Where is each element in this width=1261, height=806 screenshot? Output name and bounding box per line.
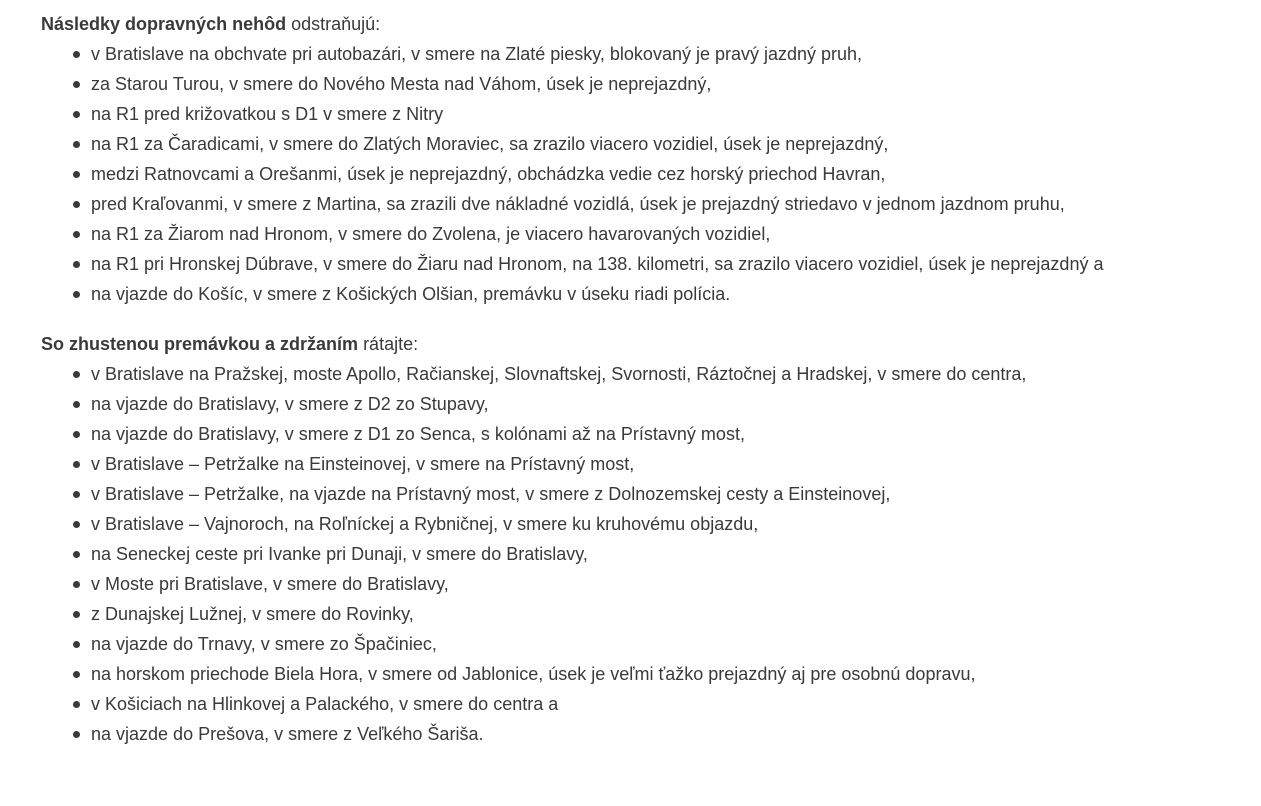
list-item-text: na Seneckej ceste pri Ivanke pri Dunaji, v smere do Bratislavy, <box>91 544 588 564</box>
list-item <box>41 359 1256 389</box>
list-item <box>41 689 1256 719</box>
congestion-heading-rest: rátajte: <box>358 334 419 354</box>
accidents-list <box>41 39 1256 309</box>
bullet-icon <box>73 261 80 268</box>
list-item-text: na R1 pred križovatkou s D1 v smere z Nitry <box>91 104 444 124</box>
bullet-icon <box>73 611 80 618</box>
list-item <box>41 659 1256 689</box>
list-item <box>41 189 1256 219</box>
list-item <box>41 39 1256 69</box>
list-item <box>41 69 1256 99</box>
list-item <box>41 539 1256 569</box>
bullet-icon <box>73 581 80 588</box>
list-item <box>41 249 1256 279</box>
list-item-text: na vjazde do Prešova, v smere z Veľkého Šariša. <box>91 724 484 744</box>
list-item-text: na vjazde do Trnavy, v smere zo Špačiniec, <box>91 634 437 654</box>
list-item-text: v Bratislave na obchvate pri autobazári, v smere na Zlaté piesky, blokovaný je pravý jazdný pruh, <box>91 44 863 64</box>
list-item <box>41 509 1256 539</box>
list-item-text: medzi Ratnovcami a Orešanmi, úsek je neprejazdný, obchádzka vedie cez horský priechod Havran, <box>91 164 886 184</box>
bullet-icon <box>73 291 80 298</box>
list-item-text: na R1 za Žiarom nad Hronom, v smere do Zvolena, je viacero havarovaných vozidiel, <box>91 224 771 244</box>
congestion-list <box>41 359 1256 749</box>
list-item-text: v Bratislave – Petržalke, na vjazde na Prístavný most, v smere z Dolnozemskej cesty a Einsteinovej, <box>91 484 891 504</box>
bullet-icon <box>73 201 80 208</box>
bullet-icon <box>73 81 80 88</box>
list-item-text: v Bratislave na Pražskej, moste Apollo, Račianskej, Slovnaftskej, Svornosti, Ráztočnej a Hradskej, v smere do centra, <box>91 364 1027 384</box>
bullet-icon <box>73 141 80 148</box>
list-item-text: v Moste pri Bratislave, v smere do Bratislavy, <box>91 574 449 594</box>
bullet-icon <box>73 521 80 528</box>
list-item-text: na R1 za Čaradicami, v smere do Zlatých Moraviec, sa zrazilo viacero vozidiel, úsek je neprejazdný, <box>91 134 889 154</box>
list-item <box>41 279 1256 309</box>
list-item-text: na horskom priechode Biela Hora, v smere od Jablonice, úsek je veľmi ťažko prejazdný aj pre osobnú dopravu, <box>91 664 976 684</box>
bullet-icon <box>73 701 80 708</box>
bullet-icon <box>73 371 80 378</box>
bullet-icon <box>73 111 80 118</box>
list-item-text: za Starou Turou, v smere do Nového Mesta nad Váhom, úsek je neprejazdný, <box>91 74 712 94</box>
accidents-heading-rest: odstraňujú: <box>286 14 381 34</box>
list-item <box>41 599 1256 629</box>
list-item <box>41 719 1256 749</box>
bullet-icon <box>73 171 80 178</box>
list-item <box>41 629 1256 659</box>
list-item-text: na vjazde do Bratislavy, v smere z D2 zo Stupavy, <box>91 394 489 414</box>
bullet-icon <box>73 401 80 408</box>
list-item-text: na R1 pri Hronskej Dúbrave, v smere do Žiaru nad Hronom, na 138. kilometri, sa zrazilo viacero vozidiel, úsek je neprejazdný a <box>91 254 1104 274</box>
list-item <box>41 479 1256 509</box>
congestion-heading-bold: So zhustenou premávkou a zdržaním <box>41 334 359 354</box>
bullet-icon <box>73 641 80 648</box>
list-item <box>41 159 1256 189</box>
accidents-heading-bold: Následky dopravných nehôd <box>41 14 287 34</box>
bullet-icon <box>73 461 80 468</box>
list-item <box>41 99 1256 129</box>
list-item <box>41 449 1256 479</box>
bullet-icon <box>73 671 80 678</box>
bullet-icon <box>73 231 80 238</box>
list-item-text: z Dunajskej Lužnej, v smere do Rovinky, <box>91 604 414 624</box>
list-item <box>41 129 1256 159</box>
list-item-text: v Bratislave – Petržalke na Einsteinovej, v smere na Prístavný most, <box>91 454 635 474</box>
bullet-icon <box>73 731 80 738</box>
list-item <box>41 389 1256 419</box>
list-item-text: pred Kraľovanmi, v smere z Martina, sa zrazili dve nákladné vozidlá, úsek je prejazdný striedavo v jednom jazdnom pruhu, <box>91 194 1065 214</box>
list-item-text: v Košiciach na Hlinkovej a Palackého, v smere do centra a <box>91 694 559 714</box>
list-item <box>41 219 1256 249</box>
list-item <box>41 569 1256 599</box>
accidents-heading <box>41 0 1256 39</box>
list-item <box>41 419 1256 449</box>
bullet-icon <box>73 551 80 558</box>
list-item-text: v Bratislave – Vajnoroch, na Roľníckej a Rybničnej, v smere ku kruhovému objazdu, <box>91 514 759 534</box>
list-item-text: na vjazde do Košíc, v smere z Košických Olšian, premávku v úseku riadi polícia. <box>91 284 731 304</box>
bullet-icon <box>73 51 80 58</box>
list-item-text: na vjazde do Bratislavy, v smere z D1 zo Senca, s kolónami až na Prístavný most, <box>91 424 745 444</box>
bullet-icon <box>73 431 80 438</box>
article-content <box>41 0 1256 749</box>
bullet-icon <box>73 491 80 498</box>
congestion-heading <box>41 329 1256 359</box>
